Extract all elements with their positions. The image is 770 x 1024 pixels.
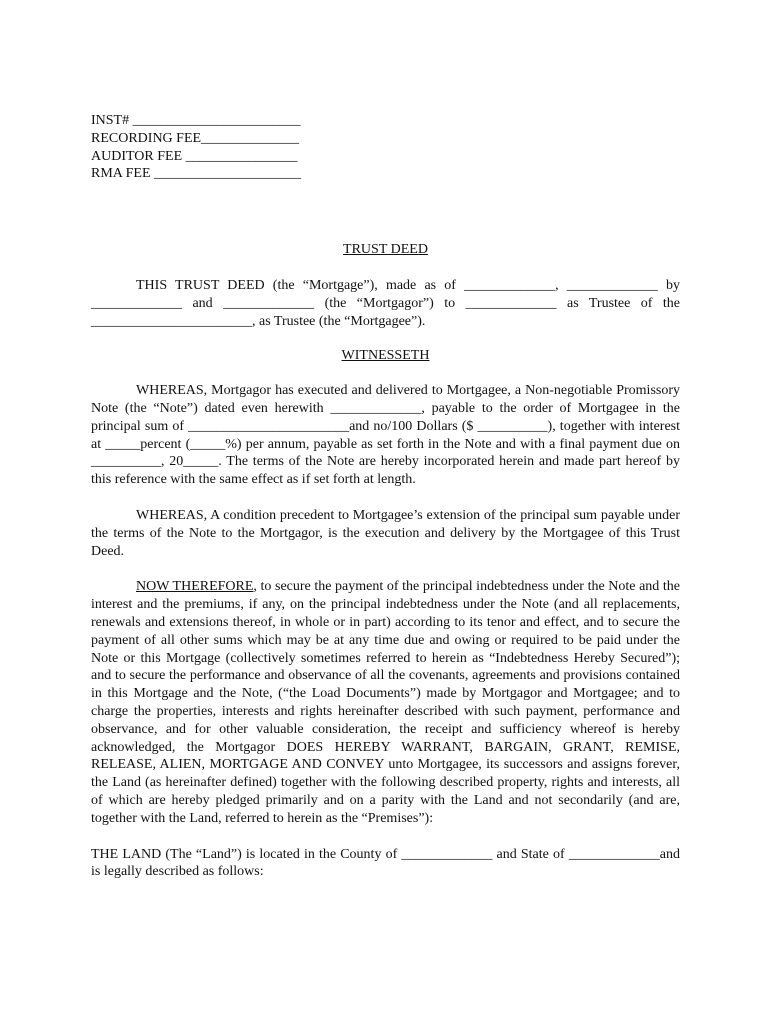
- now-therefore-paragraph: [91, 578, 680, 827]
- auditor-fee-line: AUDITOR FEE ________________: [91, 148, 298, 164]
- whereas-paragraph-2: WHEREAS, A condition precedent to Mortgagee’s extension of the principal sum payable under the terms of the Note to the Mortgagor, is the execution and delivery by the Mortgagee of this Trust Deed.: [91, 507, 680, 559]
- the-land-paragraph: THE LAND (The “Land”) is located in the County of _____________ and State of _____________and is legally described as follows:: [91, 846, 680, 880]
- recording-fee-line: RECORDING FEE______________: [91, 130, 300, 146]
- now-therefore-body: , to secure the payment of the principal indebtedness under the Note and the interest and the premiums, if any, on the principal indebtedness under the Note (and all replacements, renewals and extensions thereof, in whole or in part) according to its tenor and effect, and to secure the payment of all other sums which may be at any time due and owing or required to be paid under the Note or this Mortgage (collectively sometimes referred to herein as “Indebtedness Hereby Secured”); and to secure the performance and observance of all the covenants, agreements and provisions contained in this Mortgage and the Note, (“the Load Documents”) made by Mortgagor and Mortgagee; and to charge the properties, interests and rights hereinafter described with such payment, performance and observance, and for other valuable consideration, the receipt and sufficiency whereof is hereby acknowledged, the Mortgagor DOES HEREBY WARRANT, BARGAIN, GRANT, REMISE, RELEASE, ALIEN, MORTGAGE AND CONVEY unto Mortgagee, its successors and assigns forever, the Land (as hereinafter defined) together with the following described property, rights and interests, all of which are hereby pledged primarily and on a parity with the Land and not secondarily (and are, together with the Land, referred to herein as the “Premises”):: [91, 579, 680, 826]
- whereas-paragraph-1: WHEREAS, Mortgagor has executed and delivered to Mortgagee, a Non-negotiable Promissory Note (the “Note”) dated even herewith _____________, payable to the order of Mortgagee in the principal sum of _______________________and no/100 Dollars ($ __________), together with interest at _____percent (_____%) per annum, payable as set forth in the Note and with a final payment due on __________, 20_____. The terms of the Note are hereby incorporated herein and made part hereof by this reference with the same effect as if set forth at length.: [91, 383, 680, 488]
- inst-line: INST# ________________________: [91, 113, 301, 128]
- now-therefore-lead: NOW THEREFORE: [136, 579, 254, 595]
- document-page: [91, 112, 680, 881]
- fee-block: [91, 112, 680, 183]
- intro-paragraph: THIS TRUST DEED (the “Mortgage”), made as of _____________, _____________ by _____________ and _____________ (the “Mortgagor”) to _____________ as Trustee of the _______________________, as Trustee (the “Mortgagee”).: [91, 277, 680, 329]
- rma-fee-line: RMA FEE _____________________: [91, 166, 302, 182]
- document-title: TRUST DEED: [343, 242, 428, 258]
- witnesseth-heading: WITNESSETH: [341, 348, 430, 364]
